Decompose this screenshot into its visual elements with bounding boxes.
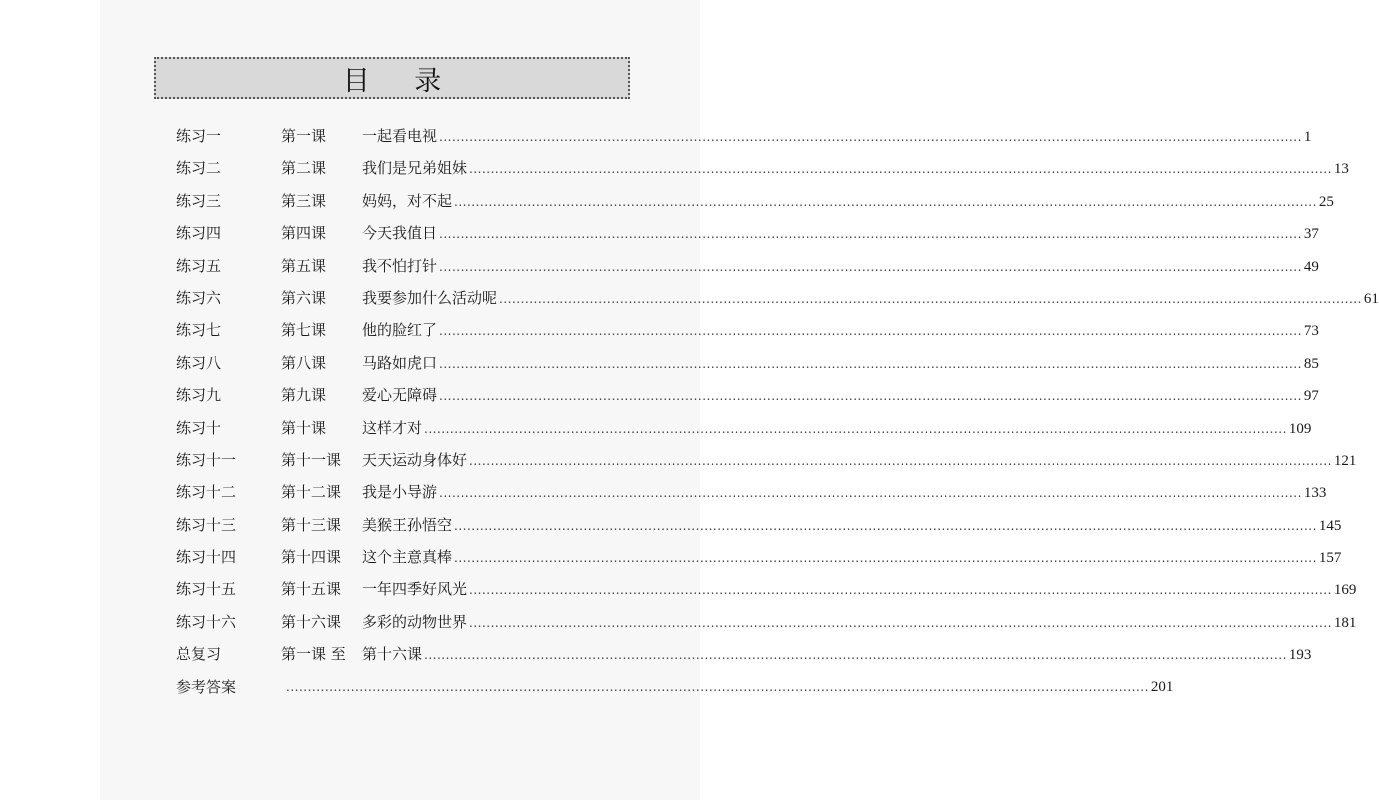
toc-title-box	[154, 57, 630, 99]
toc-row	[176, 638, 1312, 670]
lesson-label: 第十五课	[281, 580, 342, 599]
topic-label: 一年四季好风光	[362, 580, 468, 599]
page-number: 145	[1318, 517, 1342, 534]
lesson-label: 第三课	[281, 191, 327, 210]
lesson-label: 第十二课	[281, 483, 342, 502]
lesson-label: 第一课	[281, 127, 327, 145]
topic-label: 这个主意真棒	[362, 548, 453, 567]
exercise-label: 总复习	[176, 645, 222, 664]
exercise-label: 练习十五	[176, 580, 237, 599]
lesson-label: 第二课	[281, 159, 327, 178]
lesson-label: 第九课	[281, 386, 327, 405]
lesson-label: 第十一课	[281, 450, 342, 469]
page-number: 181	[1333, 614, 1357, 631]
lesson-label: 第七课	[281, 321, 327, 340]
page-number: 157	[1318, 550, 1342, 567]
page-number: 133	[1303, 485, 1327, 502]
leader-dots: ........................................................................................................................................................................................................	[439, 130, 1302, 144]
leader-dots: ........................................................................................................................................................................................................	[439, 227, 1302, 242]
leader-dots: ........................................................................................................................................................................................................	[439, 259, 1302, 274]
leader-dots: ........................................................................................................................................................................................................	[439, 389, 1302, 404]
leader-dots: ........................................................................................................................................................................................................	[439, 324, 1302, 339]
topic-label: 天天运动身体好	[362, 450, 468, 469]
exercise-label: 练习十二	[176, 483, 237, 502]
exercise-label: 练习五	[176, 256, 222, 275]
toc-row	[176, 347, 1319, 379]
topic-label: 这样才对	[362, 418, 423, 437]
toc-row	[176, 120, 1312, 152]
page-number: 201	[1150, 678, 1174, 695]
toc-row	[176, 152, 1349, 184]
lesson-label: 第十三课	[281, 515, 342, 534]
page-number: 61	[1363, 290, 1379, 307]
topic-label: 今天我值日	[362, 224, 438, 243]
leader-dots: ........................................................................................................................................................................................................	[454, 551, 1317, 566]
exercise-label: 练习二	[176, 159, 222, 178]
exercise-label: 练习十六	[176, 612, 237, 631]
topic-label: 爱心无障碍	[362, 386, 438, 405]
page-number: 37	[1303, 226, 1319, 243]
page-number: 85	[1303, 355, 1319, 372]
topic-label: 美猴王孙悟空	[362, 515, 453, 534]
topic-label: 妈妈，对不起	[362, 191, 453, 210]
exercise-label: 练习一	[176, 127, 222, 145]
lesson-label: 第一课 至	[281, 645, 346, 664]
page-number: 193	[1288, 647, 1312, 664]
leader-dots: ........................................................................................................................................................................................................	[424, 648, 1287, 663]
toc-row	[176, 476, 1327, 508]
exercise-label: 练习九	[176, 386, 222, 405]
lesson-label: 第十四课	[281, 548, 342, 567]
leader-dots: ........................................................................................................................................................................................................	[499, 291, 1362, 306]
toc-row	[176, 412, 1312, 444]
toc-list	[176, 120, 1379, 703]
lesson-label: 第十课	[281, 418, 327, 437]
exercise-label: 练习四	[176, 224, 222, 243]
leader-dots: ........................................................................................................................................................................................................	[439, 486, 1302, 501]
exercise-label: 练习十一	[176, 450, 237, 469]
exercise-label: 练习十三	[176, 515, 237, 534]
topic-label: 第十六课	[362, 645, 423, 664]
leader-dots: ........................................................................................................................................................................................................	[454, 194, 1317, 209]
toc-title: 目 录	[342, 65, 460, 97]
page-number: 25	[1318, 193, 1334, 210]
lesson-label: 第五课	[281, 256, 327, 275]
exercise-label: 练习七	[176, 321, 222, 340]
leader-dots: ........................................................................................................................................................................................................	[469, 583, 1332, 598]
leader-dots: ........................................................................................................................................................................................................	[454, 518, 1317, 533]
topic-label: 多彩的动物世界	[362, 612, 468, 631]
topic-label: 马路如虎口	[362, 353, 438, 372]
toc-row	[176, 185, 1334, 217]
exercise-label: 练习六	[176, 288, 222, 307]
topic-label: 我不怕打针	[362, 256, 438, 275]
topic-label: 一起看电视	[362, 127, 438, 145]
topic-label: 我是小导游	[362, 483, 438, 502]
toc-row	[176, 573, 1357, 605]
topic-label: 我要参加什么活动呢	[362, 288, 498, 307]
page-number: 49	[1303, 258, 1319, 275]
toc-row	[176, 250, 1319, 282]
lesson-label: 第四课	[281, 224, 327, 243]
lesson-label: 第十六课	[281, 612, 342, 631]
lesson-label: 第六课	[281, 288, 327, 307]
toc-row	[176, 217, 1319, 249]
answers-label: 参考答案	[176, 677, 237, 696]
toc-row	[176, 379, 1319, 411]
page-number: 97	[1303, 388, 1319, 405]
exercise-label: 练习三	[176, 191, 222, 210]
leader-dots: ........................................................................................................................................................................................................	[469, 615, 1332, 630]
page-number: 169	[1333, 582, 1357, 599]
toc-row	[176, 444, 1357, 476]
leader-dots: ........................................................................................................................................................................................................	[439, 356, 1302, 371]
leader-dots: ........................................................................................................................................................................................................	[469, 453, 1332, 468]
toc-row	[176, 282, 1379, 314]
topic-label: 我们是兄弟姐妹	[362, 159, 468, 178]
page-number: 1	[1303, 129, 1312, 145]
toc-row	[176, 541, 1342, 573]
exercise-label: 练习十	[176, 418, 222, 437]
exercise-label: 练习八	[176, 353, 222, 372]
page-number: 109	[1288, 420, 1312, 437]
page-number: 73	[1303, 323, 1319, 340]
toc-row-answers	[176, 671, 1174, 703]
page-number: 13	[1333, 161, 1349, 178]
leader-dots: ........................................................................................................................................................................................................	[286, 679, 1149, 694]
topic-label: 他的脸红了	[362, 321, 438, 340]
leader-dots: ........................................................................................................................................................................................................	[469, 162, 1332, 177]
toc-row	[176, 606, 1357, 638]
page-number: 121	[1333, 452, 1357, 469]
toc-row	[176, 314, 1319, 346]
lesson-label: 第八课	[281, 353, 327, 372]
toc-row	[176, 509, 1342, 541]
leader-dots: ........................................................................................................................................................................................................	[424, 421, 1287, 436]
exercise-label: 练习十四	[176, 548, 237, 567]
